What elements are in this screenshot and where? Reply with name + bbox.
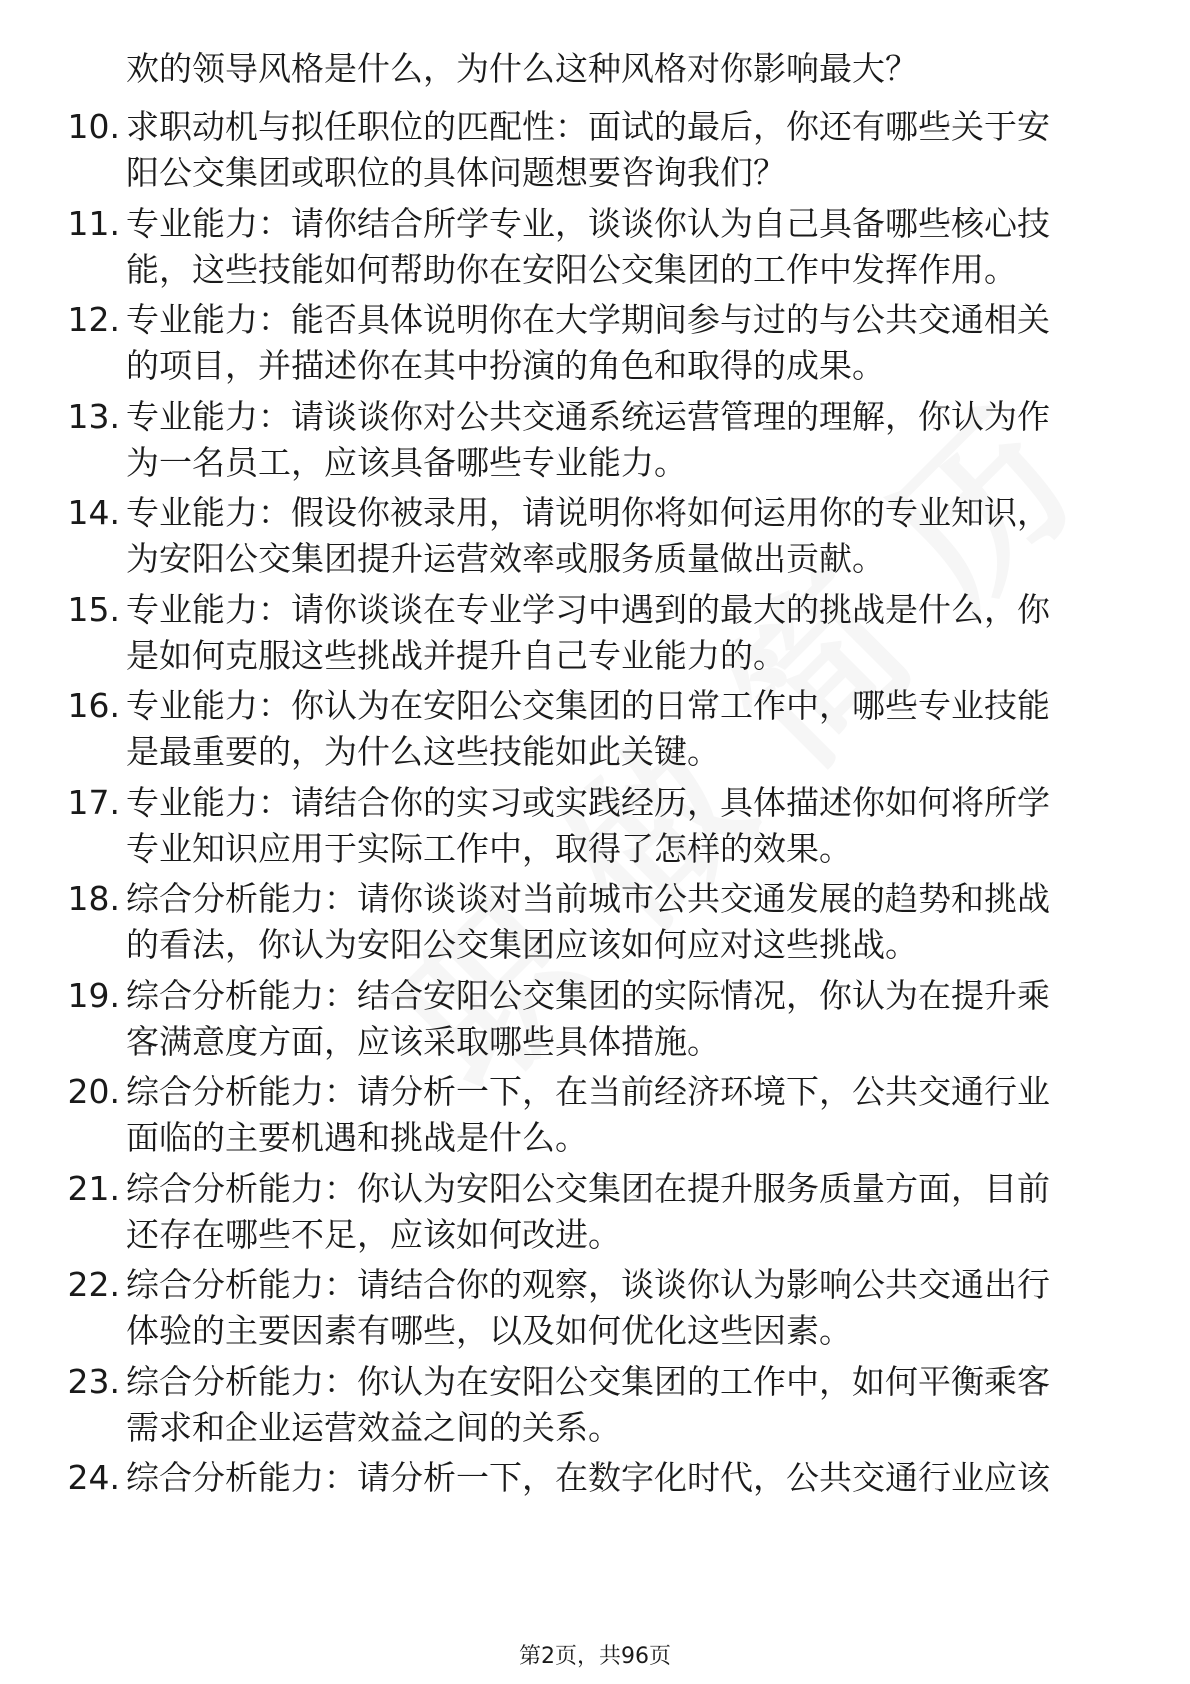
continuation-line: 欢的领导风格是什么，为什么这种风格对你影响最大？ — [126, 49, 918, 88]
question-text-line: 面临的主要机遇和挑战是什么。 — [126, 1118, 588, 1157]
question-item — [67, 1359, 1126, 1451]
question-text-line: 综合分析能力：你认为在安阳公交集团的工作中，如何平衡乘客 — [126, 1362, 1050, 1401]
question-text-line: 专业知识应用于实际工作中，取得了怎样的效果。 — [126, 829, 852, 868]
question-item — [67, 297, 1126, 389]
question-number: 20. — [67, 1072, 120, 1111]
question-item — [67, 683, 1126, 775]
question-text-line: 是最重要的，为什么这些技能如此关键。 — [126, 732, 720, 771]
question-text-line: 阳公交集团或职位的具体问题想要咨询我们？ — [126, 153, 786, 192]
question-text-line: 综合分析能力：请分析一下，在当前经济环境下，公共交通行业 — [126, 1072, 1050, 1111]
question-text-line: 的项目，并描述你在其中扮演的角色和取得的成果。 — [126, 346, 885, 385]
question-text-line: 为安阳公交集团提升运营效率或服务质量做出贡献。 — [126, 539, 885, 578]
question-number: 18. — [67, 879, 120, 918]
question-number: 21. — [67, 1169, 120, 1208]
question-text-line: 综合分析能力：请你谈谈对当前城市公共交通发展的趋势和挑战 — [126, 879, 1050, 918]
question-text-line: 体验的主要因素有哪些，以及如何优化这些因素。 — [126, 1311, 852, 1350]
question-number: 24. — [67, 1458, 120, 1497]
question-item — [67, 587, 1126, 679]
question-text-line: 专业能力：你认为在安阳公交集团的日常工作中，哪些专业技能 — [126, 686, 1050, 725]
question-text-line: 专业能力：能否具体说明你在大学期间参与过的与公共交通相关 — [126, 300, 1050, 339]
question-text-line: 专业能力：请你谈谈在专业学习中遇到的最大的挑战是什么，你 — [126, 590, 1050, 629]
question-number: 23. — [67, 1362, 120, 1401]
question-item — [67, 1262, 1126, 1354]
question-item — [67, 201, 1126, 293]
question-number: 22. — [67, 1265, 120, 1304]
question-number: 11. — [67, 204, 120, 243]
question-text-line: 还存在哪些不足，应该如何改进。 — [126, 1215, 621, 1254]
question-text-line: 能，这些技能如何帮助你在安阳公交集团的工作中发挥作用。 — [126, 250, 1017, 289]
question-item — [67, 780, 1126, 872]
question-item — [67, 1166, 1126, 1258]
question-text-line: 的看法，你认为安阳公交集团应该如何应对这些挑战。 — [126, 925, 918, 964]
question-item — [67, 104, 1126, 196]
question-number: 14. — [67, 493, 120, 532]
question-number: 12. — [67, 300, 120, 339]
question-number: 16. — [67, 686, 120, 725]
question-item — [67, 876, 1126, 968]
question-text-line: 是如何克服这些挑战并提升自己专业能力的。 — [126, 636, 786, 675]
question-number: 15. — [67, 590, 120, 629]
question-text-line: 客满意度方面，应该采取哪些具体措施。 — [126, 1022, 720, 1061]
question-item — [67, 973, 1126, 1065]
question-item — [67, 1455, 1126, 1501]
question-number: 13. — [67, 397, 120, 436]
page-footer: 第2页，共96页 — [519, 1644, 671, 1669]
question-text-line: 综合分析能力：结合安阳公交集团的实际情况，你认为在提升乘 — [126, 976, 1050, 1015]
question-text-line: 需求和企业运营效益之间的关系。 — [126, 1408, 621, 1447]
question-text-line: 综合分析能力：请结合你的观察，谈谈你认为影响公共交通出行 — [126, 1265, 1050, 1304]
question-item — [67, 490, 1126, 582]
question-text-line: 专业能力：假设你被录用，请说明你将如何运用你的专业知识， — [126, 493, 1050, 532]
question-text-line: 综合分析能力：你认为安阳公交集团在提升服务质量方面，目前 — [126, 1169, 1050, 1208]
question-text-line: 专业能力：请结合你的实习或实践经历，具体描述你如何将所学 — [126, 783, 1050, 822]
question-text-line: 专业能力：请你结合所学专业，谈谈你认为自己具备哪些核心技 — [126, 204, 1050, 243]
question-number: 10. — [67, 107, 120, 146]
question-number: 19. — [67, 976, 120, 1015]
question-text-line: 为一名员工，应该具备哪些专业能力。 — [126, 443, 687, 482]
question-text-line: 综合分析能力：请分析一下，在数字化时代，公共交通行业应该 — [126, 1458, 1050, 1497]
question-text-line: 专业能力：请谈谈你对公共交通系统运营管理的理解，你认为作 — [126, 397, 1050, 436]
question-item — [67, 1069, 1126, 1161]
question-item — [67, 394, 1126, 486]
question-text-line: 求职动机与拟任职位的匹配性：面试的最后，你还有哪些关于安 — [126, 107, 1050, 146]
question-number: 17. — [67, 783, 120, 822]
